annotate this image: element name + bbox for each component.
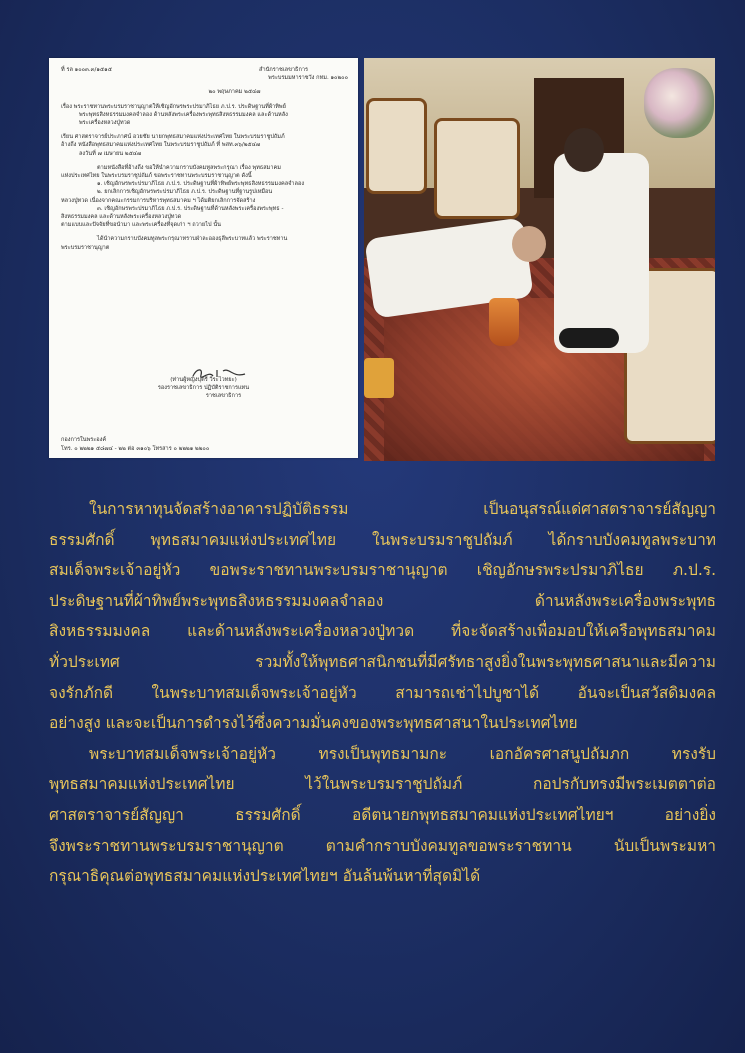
body-line: พุทธสมาคมแห่งประเทศไทย ไว้ในพระบรมราชูปถัมภ์ กอปรกับทรงมีพระเมตตาต่อ xyxy=(49,775,716,794)
letter-item: สิงหธรรมมงคล และด้านหลังพระเครื่องหลวงปู่ทวด xyxy=(61,214,182,221)
letter-address: พระบรมมหาราชวัง กทม. ๑๐๒๐๐ xyxy=(268,75,348,82)
audience-photograph xyxy=(364,58,715,461)
letter-body-line: ตามหนังสือที่อ้างถึง ขอให้นำความกราบบังคมทูลพระกรุณา เรื่อง พุทธสมาคม xyxy=(97,164,281,171)
letter-phone: โทร. ๐ ๒๒๒๑ ๕๘๗๔ - ๒๒ ต่อ ๓๑๐๖ โทรสาร ๐ ๒๒๒๑ ๒๒๐๐ xyxy=(61,446,210,452)
body-line: ศาสตราจารย์สัญญา ธรรมศักดิ์ อดีตนายกพุทธสมาคมแห่งประเทศไทยฯ อย่างยิ่ง xyxy=(49,805,716,824)
signer-name: (ท่านผู้หญิงบุตรี วีระไวทยะ) xyxy=(170,377,237,383)
letter-body-line: แห่งประเทศไทย ในพระบรมราชูปถัมภ์ ขอพระราชทานพระบรมราชานุญาต ดังนี้ xyxy=(61,173,252,180)
letter-recipient: เรียน ศาสตราจารย์ประภาศน์ อวยชัย นายกพุทธสมาคมแห่งประเทศไทย ในพระบรมราชูปถัมภ์ xyxy=(61,134,285,141)
letter-reference: อ้างถึง หนังสือพุทธสมาคมแห่งประเทศไทย ในพระบรมราชูปถัมภ์ ที่ พสท.๓๖/๒๕๔๗ xyxy=(61,142,261,149)
letter-subject-line: พระเครื่องหลวงปู่ทวด xyxy=(79,120,131,127)
letter-closing: ได้นำความกราบบังคมทูลพระกรุณาทราบฝ่าละอองธุลีพระบาทแล้ว พระราชทาน xyxy=(97,236,288,243)
letter-item: ๓. เชิญอักษรพระปรมาภิไธย ภ.ป.ร. ประดิษฐานที่ด้านหลังพระเครื่องพระพุทธ - xyxy=(97,205,284,212)
body-line: พระบาทสมเด็จพระเจ้าอยู่หัว ทรงเป็นพุทธมามกะ เอกอัครศาสนูปถัมภก ทรงรับ xyxy=(89,744,716,763)
body-line: กรุณาธิคุณต่อพุทธสมาคมแห่งประเทศไทยฯ อันล้นพ้นหาที่สุดมิได้ xyxy=(49,867,481,886)
signer-title: รองราชเลขาธิการ ปฏิบัติราชการแทน xyxy=(157,385,250,392)
body-line: ทั่วประเทศ รวมทั้งให้พุทธศาสนิกชนที่มีศรัทธาสูงยิ่งในพระพุทธศาสนาและมีความ xyxy=(49,652,716,671)
letter-office: สำนักราชเลขาธิการ xyxy=(259,67,308,73)
letter-item: ๒. ยกเลิกการเชิญอักษรพระปรมาภิไธย ภ.ป.ร. ประดิษฐานที่ฐานรูปเหมือน xyxy=(97,189,273,196)
body-line: ประดิษฐานที่ผ้าทิพย์พระพุทธสิงหธรรมมงคลจำลอง ด้านหลังพระเครื่องพระพุทธ xyxy=(49,591,716,610)
letter-division: กองการในพระองค์ xyxy=(61,437,107,443)
body-line: อย่างสูง และจะเป็นการดำรงไว้ซึ่งความมั่นคงของพระพุทธศาสนาในประเทศไทย xyxy=(49,714,578,733)
letter-ref-number: ที่ รล ๑๐๐๓.๓/๑๕๑๕ xyxy=(61,67,112,73)
royal-letter xyxy=(49,58,358,458)
body-line: ในการหาทุนจัดสร้างอาคารปฏิบัติธรรม เป็นอนุสรณ์แด่ศาสตราจารย์สัญญา xyxy=(89,500,716,518)
body-line: จงรักภักดี ในพระบาทสมเด็จพระเจ้าอยู่หัว สามารถเช่าไปบูชาได้ อันจะเป็นสวัสดิมงคล xyxy=(49,683,716,702)
letter-subject-line: พระพุทธสิงหธรรมมงคลจำลอง ด้านหลังพระเครื่องพระพุทธสิงหธรรมมงคล และด้านหลัง xyxy=(79,111,288,118)
letter-reference-date: ลงวันที่ ๗ เมษายน ๒๕๔๗ xyxy=(79,150,142,157)
body-line: สิงหธรรมมงคล และด้านหลังพระเครื่องหลวงปู่ทวด ที่จะจัดสร้างเพื่อมอบให้เครือพุทธสมาคม xyxy=(49,622,716,641)
letter-closing: พระบรมราชานุญาต xyxy=(61,244,110,251)
letter-date: ๒๐ พฤษภาคม ๒๕๔๗ xyxy=(208,89,261,96)
letter-item: ๑. เชิญอักษรพระปรมาภิไธย ภ.ป.ร. ประดิษฐานที่ผ้าทิพย์พระพุทธสิงหธรรมมงคลจำลอง xyxy=(97,181,305,188)
body-line: จึงพระราชทานพระบรมราชานุญาต ตามคำกราบบังคมทูลขอพระราชทาน นับเป็นพระมหา xyxy=(49,836,716,855)
body-line: ธรรมศักดิ์ พุทธสมาคมแห่งประเทศไทย ในพระบรมราชูปถัมภ์ ได้กราบบังคมทูลพระบาท xyxy=(49,530,716,549)
letter-item: หลวงปู่ทวด เนื่องจากคณะกรรมการบริหารพุทธสมาคม ฯ ได้มติยกเลิกการจัดสร้าง xyxy=(61,197,256,204)
letter-item: ตามแบบและปัจจัยที่ขอนำมา และพระเครื่องที่จุดเก่า ฯ ถวายไป นั้น xyxy=(61,222,221,229)
signer-title: ราชเลขาธิการ xyxy=(205,393,242,400)
body-text xyxy=(49,494,716,892)
letter-subject-line: เรื่อง พระราชทานพระบรมราชานุญาตให้เชิญอักษรพระปรมาภิไธย ภ.ป.ร. ประดิษฐานที่ผ้าทิพย์ xyxy=(61,103,286,110)
body-line: สมเด็จพระเจ้าอยู่หัว ขอพระราชทานพระบรมราชานุญาต เชิญอักษรพระปรมาภิไธย ภ.ป.ร. xyxy=(49,561,716,580)
